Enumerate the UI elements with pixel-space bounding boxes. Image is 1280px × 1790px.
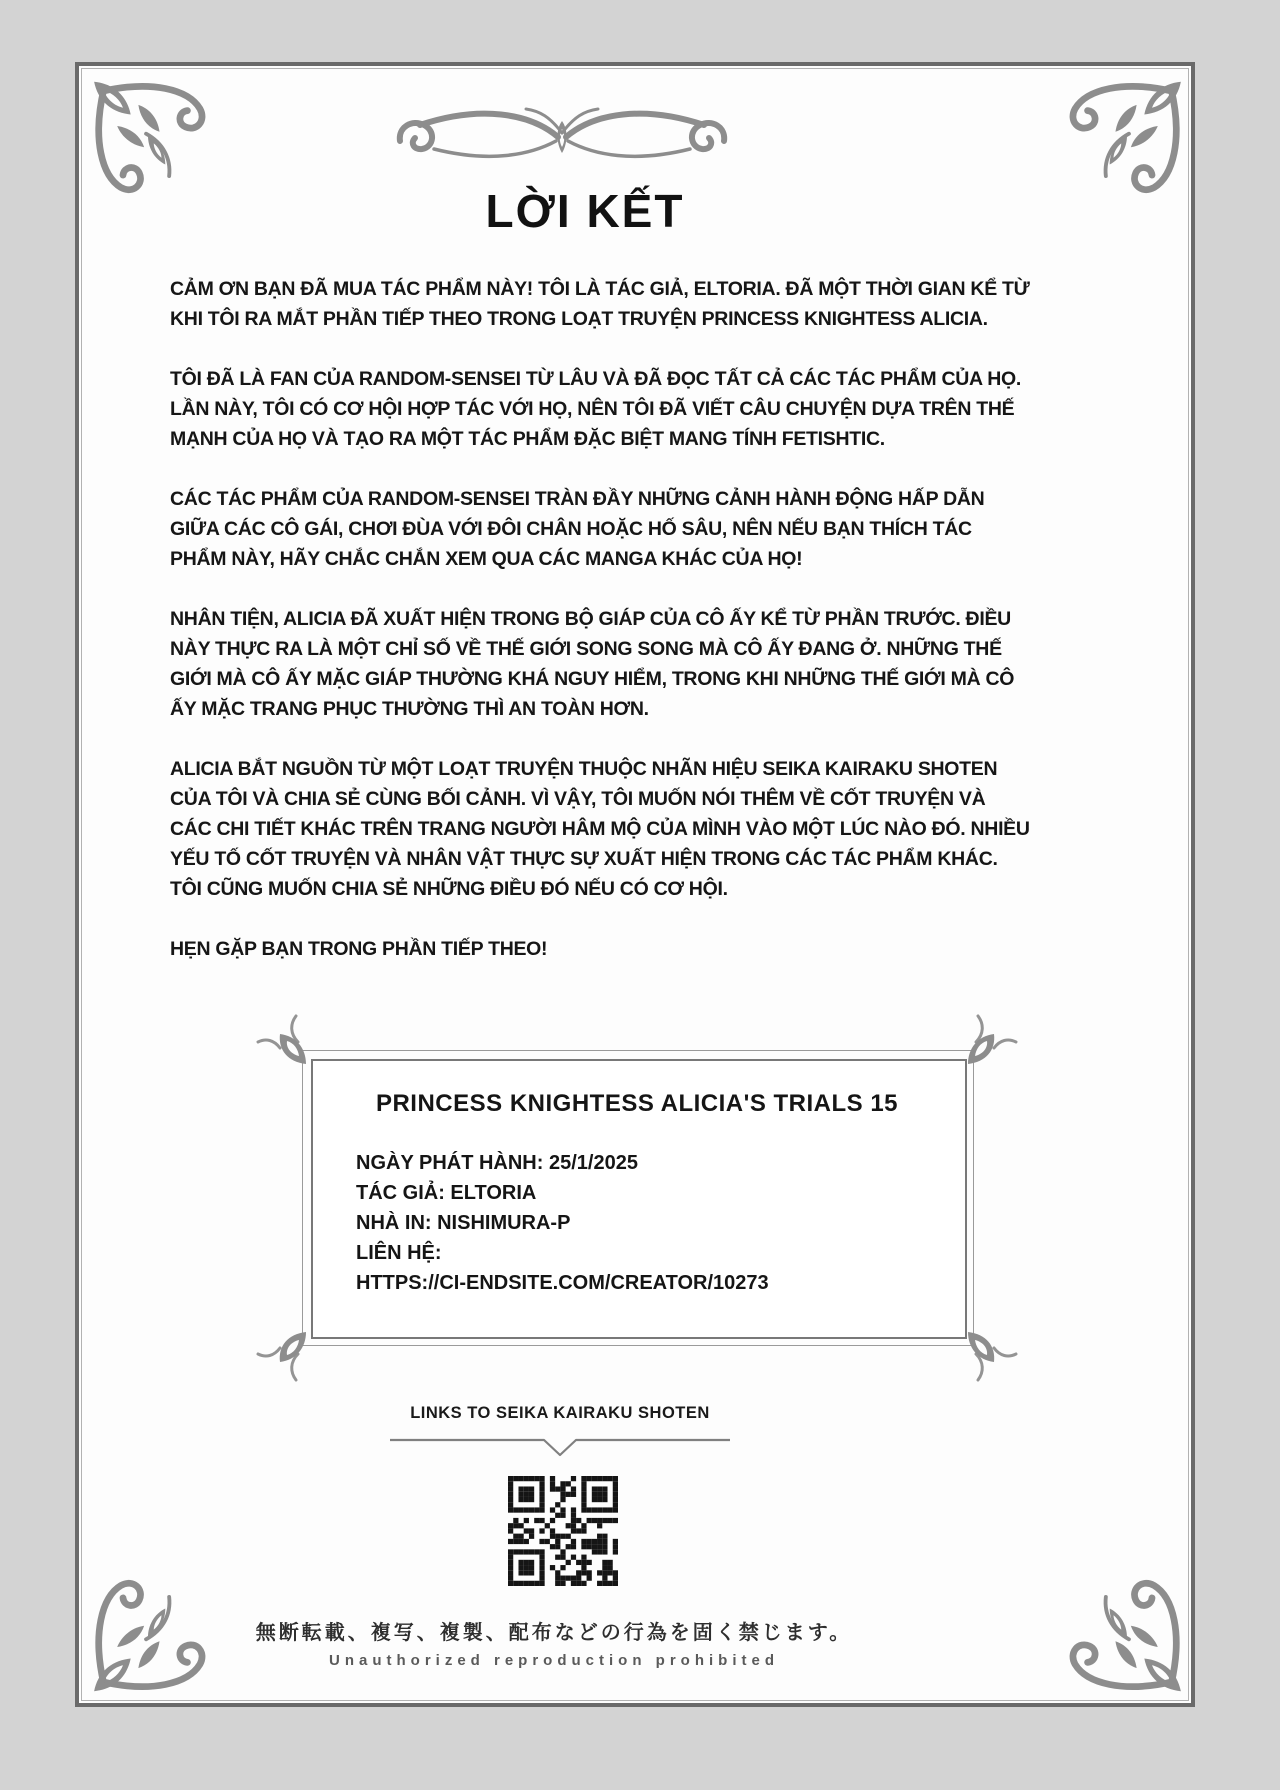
publication-title: PRINCESS KNIGHTESS ALICIA'S TRIALS 15 [375, 1090, 899, 1117]
header-flourish-icon [390, 101, 734, 177]
leaf-ornament-icon [250, 1008, 312, 1070]
leaf-ornament-icon [962, 1008, 1024, 1070]
page-title: LỜI KẾT [485, 185, 685, 237]
afterword-paragraph: NHÂN TIỆN, ALICIA ĐÃ XUẤT HIỆN TRONG BỘ GIÁP CỦA CÔ ẤY KỂ TỪ PHẦN TRƯỚC. ĐIỀU NÀY THỰC RA LÀ MỘT CHỈ SỐ VỀ THẾ GIỚI SONG SONG MÀ CÔ ẤY ĐANG Ở. NHỮNG THẾ GIỚI MÀ CÔ ẤY MẶC GIÁP THƯỜNG KHÁ NGUY HIỂM, TRONG KHI NHỮNG THẾ GIỚI MÀ CÔ ẤY MẶC TRANG PHỤC THƯỜNG THÌ AN TOÀN HƠN. [170, 608, 1015, 720]
jp-copyright-notice: 無断転載、複写、複製、配布などの行為を固く禁じます。 [255, 1622, 853, 1644]
afterword-paragraph: ALICIA BẮT NGUỒN TỪ MỘT LOẠT TRUYỆN THUỘC NHÃN HIỆU SEIKA KAIRAKU SHOTEN CỦA TÔI VÀ CHIA SẺ CÙNG BỐI CẢNH. VÌ VẬY, TÔI MUỐN NÓI THÊM VỀ CỐT TRUYỆN VÀ CÁC CHI TIẾT KHÁC TRÊN TRANG NGƯỜI HÂM MỘ CỦA MÌNH VÀO MỘT LÚC NÀO ĐÓ. NHIỀU YẾU TỐ CỐT TRUYỆN VÀ NHÂN VẬT THỰC SỰ XUẤT HIỆN TRONG CÁC TÁC PHẨM KHÁC. TÔI CŨNG MUỐN CHIA SẺ NHỮNG ĐIỀU ĐÓ NẾU CÓ CƠ HỘI. [170, 758, 1030, 900]
publication-detail-line: TÁC GIẢ: ELTORIA [356, 1182, 537, 1204]
qr-code [508, 1476, 618, 1586]
leaf-ornament-icon [250, 1326, 312, 1388]
down-pointer-divider-icon [388, 1438, 732, 1458]
publication-detail-line: NHÀ IN: NISHIMURA-P [356, 1212, 571, 1234]
publication-details [356, 1148, 769, 1298]
afterword-paragraph: CẢM ƠN BẠN ĐÃ MUA TÁC PHẨM NÀY! TÔI LÀ TÁC GIẢ, ELTORIA. ĐÃ MỘT THỜI GIAN KỂ TỪ KHI TÔI RA MẮT PHẦN TIẾP THEO TRONG LOẠT TRUYỆN PRINCESS KNIGHTESS ALICIA. [170, 278, 1030, 330]
afterword-paragraph: HẸN GẶP BẠN TRONG PHẦN TIẾP THEO! [170, 938, 548, 960]
afterword-paragraph: CÁC TÁC PHẨM CỦA RANDOM-SENSEI TRÀN ĐẦY NHỮNG CẢNH HÀNH ĐỘNG HẤP DẪN GIỮA CÁC CÔ GÁI, CHƠI ĐÙA VỚI ĐÔI CHÂN HOẶC HỐ SÂU, NÊN NẾU BẠN THÍCH TÁC PHẨM NÀY, HÃY CHẮC CHẮN XEM QUA CÁC MANGA KHÁC CỦA HỌ! [170, 488, 985, 570]
links-label: LINKS TO SEIKA KAIRAKU SHOTEN [410, 1404, 710, 1422]
publication-detail-line: LIÊN HỆ: [356, 1242, 442, 1264]
en-copyright-notice: Unauthorized reproduction prohibited [329, 1652, 779, 1669]
afterword-paragraph: TÔI ĐÃ LÀ FAN CỦA RANDOM-SENSEI TỪ LÂU VÀ ĐÃ ĐỌC TẤT CẢ CÁC TÁC PHẨM CỦA HỌ. LẦN NÀY, TÔI CÓ CƠ HỘI HỢP TÁC VỚI HỌ, NÊN TÔI ĐÃ VIẾT CÂU CHUYỆN DỰA TRÊN THẾ MẠNH CỦA HỌ VÀ TẠO RA MỘT TÁC PHẨM ĐẶC BIỆT MANG TÍNH FETISHTIC. [170, 368, 1021, 450]
leaf-ornament-icon [962, 1326, 1024, 1388]
publication-detail-line: NGÀY PHÁT HÀNH: 25/1/2025 [356, 1152, 638, 1174]
afterword-body [170, 274, 1030, 994]
publication-detail-line: HTTPS://CI-ENDSITE.COM/CREATOR/10273 [356, 1272, 769, 1294]
